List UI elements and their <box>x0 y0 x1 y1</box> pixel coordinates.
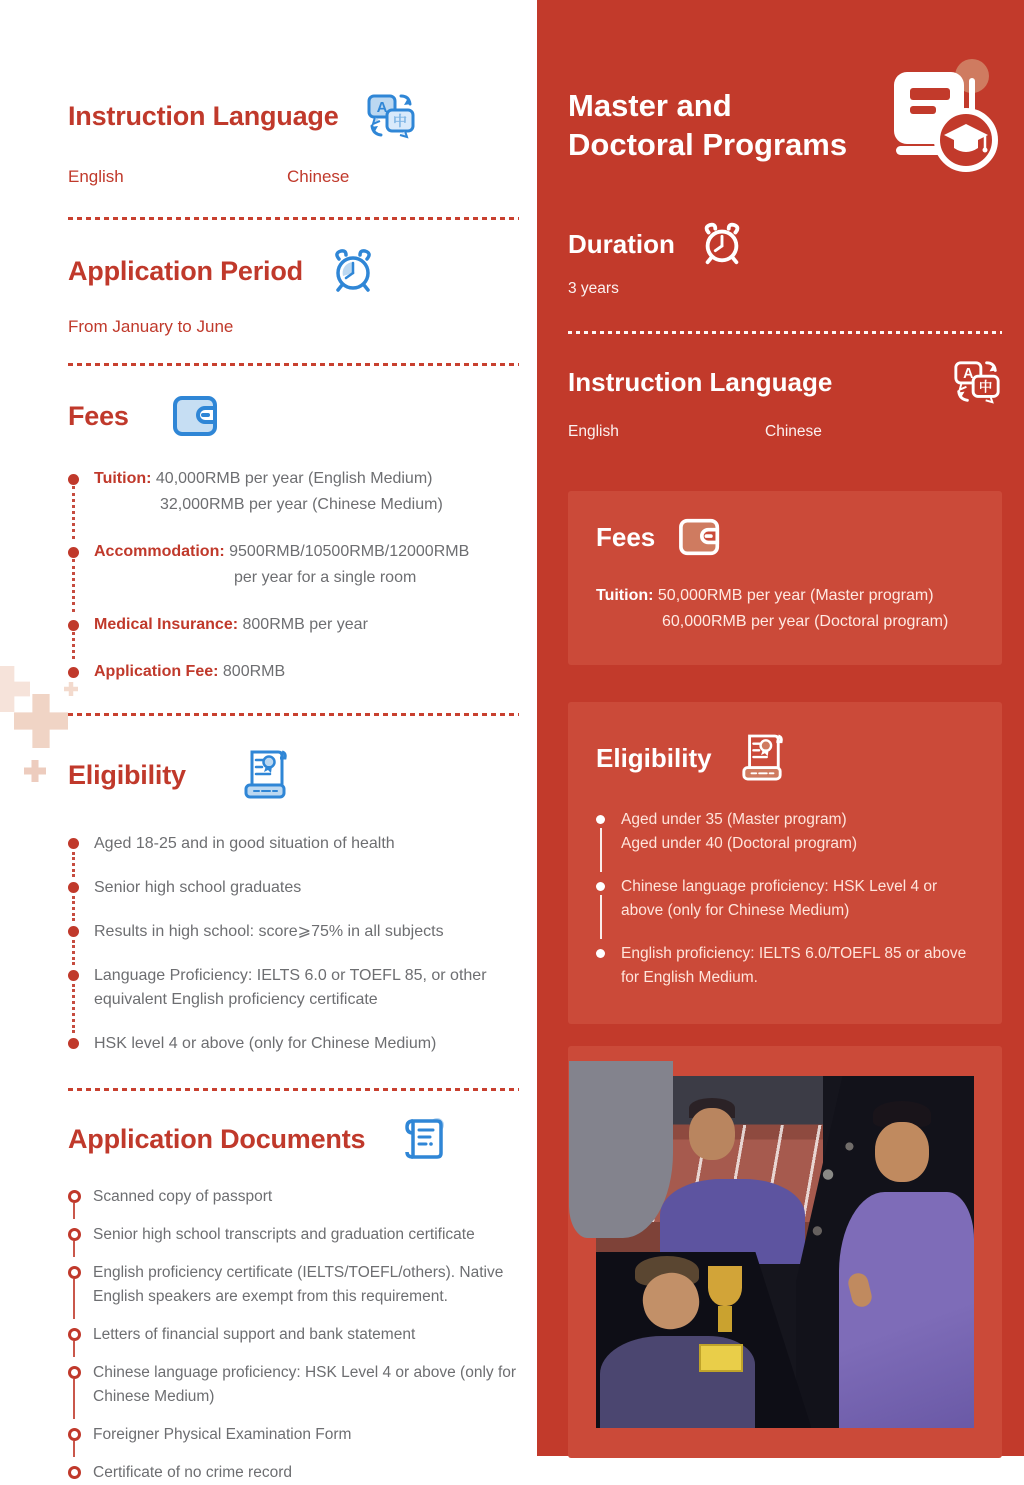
eligibility-item: Aged under 35 (Master program) Aged under 40 (Doctoral program) <box>596 808 976 856</box>
document-item: Chinese language proficiency: HSK Level 4 or above (only for Chinese Medium) <box>68 1361 519 1409</box>
language-chinese: Chinese <box>287 167 350 186</box>
students-photo <box>596 1076 974 1428</box>
document-item: Senior high school transcripts and graduation certificate <box>68 1223 519 1247</box>
document-item: Scanned copy of passport <box>68 1185 519 1209</box>
certificate-icon <box>740 732 784 784</box>
language-chinese: Chinese <box>765 423 822 440</box>
section-instruction-language <box>568 358 1002 406</box>
section-title: Fees <box>596 521 656 552</box>
divider <box>68 1088 519 1091</box>
fees-item: Tuition: 40,000RMB per year (English Medium) 32,000RMB per year (Chinese Medium) <box>68 466 519 518</box>
eligibility-item: Language Proficiency: IELTS 6.0 or TOEFL 85, or other equivalent English proficiency certificate <box>68 964 519 1012</box>
document-item: Letters of financial support and bank statement <box>68 1323 519 1347</box>
svg-text:A: A <box>963 366 974 383</box>
photo-card <box>568 1046 1002 1458</box>
photo-track-scene <box>596 1076 823 1263</box>
section-title: Instruction Language <box>568 366 833 397</box>
panel-title-line1: Master and <box>568 88 732 123</box>
language-row <box>68 167 519 187</box>
fees-list <box>68 466 519 685</box>
duration-value: 3 years <box>568 280 619 297</box>
eligibility-list <box>68 832 519 1056</box>
application-period-value: From January to June <box>68 317 234 336</box>
panel-title-line2: Doctoral Programs <box>568 127 848 162</box>
language-english: English <box>568 423 619 440</box>
section-title: Eligibility <box>596 742 712 773</box>
wallet-icon <box>677 517 723 557</box>
language-english: English <box>68 167 124 186</box>
section-eligibility <box>596 732 976 784</box>
section-title: Eligibility <box>68 759 186 790</box>
fees-item: Application Fee: 800RMB <box>68 659 519 685</box>
fees-item: Accommodation: 9500RMB/10500RMB/12000RMB per year for a single room <box>68 539 519 591</box>
documents-icon <box>399 1115 447 1163</box>
section-fees <box>596 517 976 557</box>
certificate-icon <box>242 748 288 802</box>
panel-header <box>568 86 1002 164</box>
section-instruction-language <box>68 92 519 140</box>
fees-item: Medical Insurance: 800RMB per year <box>68 612 519 638</box>
divider <box>68 713 519 716</box>
eligibility-item: HSK level 4 or above (only for Chinese Medium) <box>68 1032 519 1056</box>
document-item: Certificate of no crime record <box>68 1461 519 1485</box>
section-fees <box>68 394 519 438</box>
translate-icon <box>365 92 417 140</box>
section-duration <box>568 220 1002 268</box>
plus-decoration <box>14 694 68 748</box>
section-application-documents <box>68 1115 519 1163</box>
plus-decoration <box>0 666 30 712</box>
section-title: Instruction Language <box>68 100 339 131</box>
eligibility-item: Results in high school: score⩾75% in all subjects <box>68 920 519 944</box>
eligibility-item: English proficiency: IELTS 6.0/TOEFL 85 or above for English Medium. <box>596 942 976 990</box>
photo-thumbsup-scene <box>796 1076 974 1428</box>
section-eligibility <box>68 748 519 802</box>
section-application-period <box>68 246 519 296</box>
document-item: Foreigner Physical Examination Form <box>68 1423 519 1447</box>
section-title: Application Documents <box>68 1123 366 1154</box>
eligibility-list <box>596 808 976 990</box>
plus-decoration <box>24 760 46 782</box>
eligibility-item: Chinese language proficiency: HSK Level 4 or above (only for Chinese Medium) <box>596 875 976 923</box>
divider <box>68 363 519 366</box>
svg-text:A: A <box>376 99 387 116</box>
svg-text:中: 中 <box>392 113 407 129</box>
section-title: Application Period <box>68 255 303 286</box>
divider <box>68 217 519 220</box>
translate-icon <box>952 358 1002 406</box>
eligibility-item: Senior high school graduates <box>68 876 519 900</box>
section-title: Fees <box>68 400 129 431</box>
documents-list <box>68 1185 519 1485</box>
divider <box>568 331 1002 334</box>
fees-tuition: Tuition: 50,000RMB per year (Master program) 60,000RMB per year (Doctoral program) <box>596 587 949 630</box>
alarm-clock-icon <box>329 246 377 296</box>
eligibility-item: Aged 18-25 and in good situation of health <box>68 832 519 856</box>
fees-card <box>568 491 1002 665</box>
book-graduation-icon <box>884 54 996 172</box>
eligibility-card <box>568 702 1002 1024</box>
language-row <box>568 423 1002 441</box>
section-title: Duration <box>568 228 675 259</box>
photo-trophy-scene <box>596 1252 811 1428</box>
wallet-icon <box>171 394 221 438</box>
svg-text:中: 中 <box>978 379 993 395</box>
alarm-clock-icon <box>699 220 745 268</box>
graduate-panel <box>537 0 1024 1456</box>
document-item: English proficiency certificate (IELTS/TOEFL/others). Native English speakers are exempt from this requirement. <box>68 1261 519 1309</box>
